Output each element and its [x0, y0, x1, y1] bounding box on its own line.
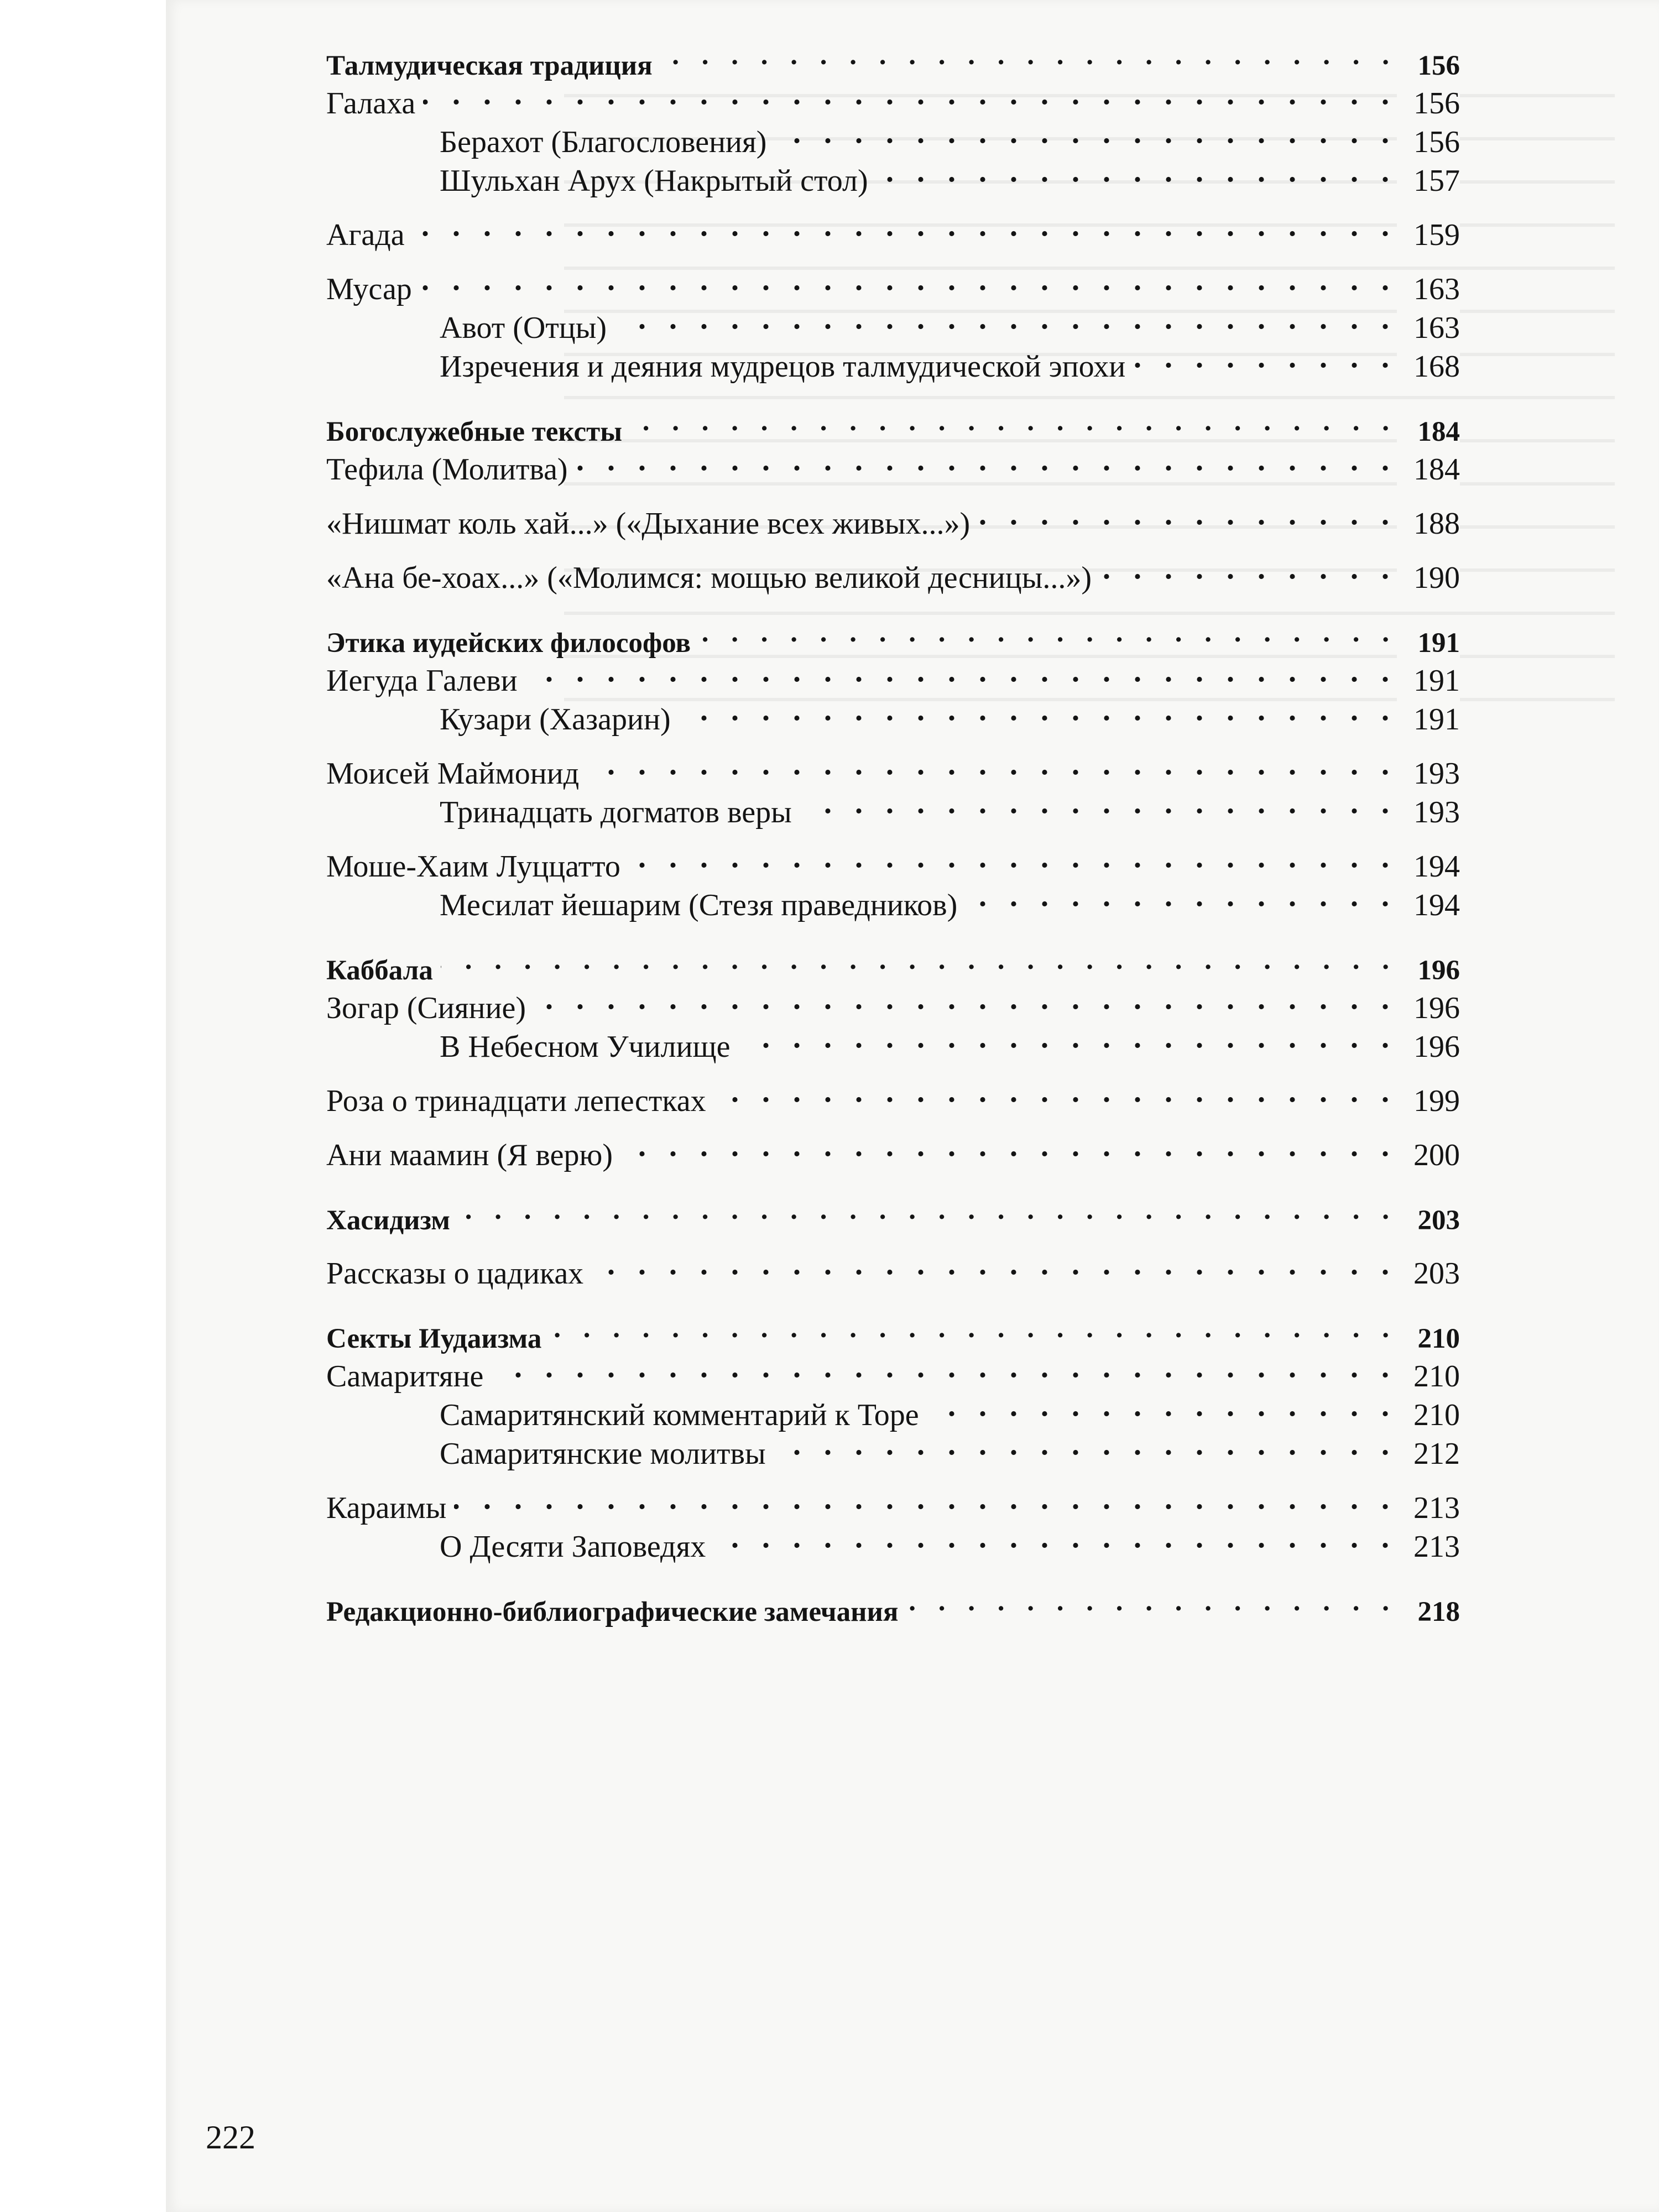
- dot-leader: [679, 691, 1397, 729]
- toc-entry-title: Изречения и деяния мудрецов талмудической эпохи: [440, 349, 1126, 384]
- toc-entry: [326, 1245, 1460, 1291]
- toc-entry: [326, 299, 1460, 345]
- toc-entry-title: Каббала: [326, 955, 433, 986]
- dot-leader: [454, 1479, 1397, 1518]
- toc-entry-page-number: 191: [1397, 624, 1460, 662]
- toc-section-entry: [326, 402, 1460, 447]
- toc-entry-page-number: 168: [1397, 347, 1460, 386]
- toc-entry-title: Моисей Маймонид: [326, 757, 580, 791]
- toc-entry: [326, 784, 1460, 830]
- toc-section-entry: [326, 1309, 1460, 1354]
- dot-leader: [628, 838, 1397, 877]
- toc-entry-title: Зогар (Сияние): [326, 991, 526, 1025]
- toc-entry-page-number: 191: [1397, 700, 1460, 739]
- toc-entry-title: Рассказы о цадиках: [326, 1256, 584, 1291]
- toc-entry-page-number: 203: [1397, 1201, 1460, 1240]
- toc-entry-page-number: 196: [1397, 989, 1460, 1027]
- toc-entry-title: Авот (Отцы): [440, 311, 607, 345]
- toc-entry-title: Редакционно-библиографические замечания: [326, 1597, 899, 1627]
- toc-entry-page-number: 188: [1397, 504, 1460, 543]
- toc-entry-page-number: 159: [1397, 216, 1460, 254]
- dot-leader: [1133, 338, 1397, 377]
- toc-entry-page-number: 184: [1397, 450, 1460, 489]
- toc-entry: [326, 152, 1460, 198]
- dot-leader: [441, 941, 1397, 979]
- toc-entry: [326, 549, 1460, 595]
- toc-entry: [326, 1479, 1460, 1525]
- toc-entry: [326, 441, 1460, 487]
- toc-section-entry: [326, 1191, 1460, 1236]
- dot-leader: [420, 260, 1397, 299]
- toc-entry-page-number: 193: [1397, 754, 1460, 793]
- toc-entry-title: Секты Иудаизма: [326, 1323, 542, 1354]
- toc-entry: [326, 745, 1460, 791]
- toc-section-entry: [326, 1582, 1460, 1627]
- toc-entry-title: Этика иудейских философов: [326, 628, 691, 659]
- toc-entry-title: Шульхан Арух (Накрытый стол): [440, 164, 868, 198]
- dot-leader: [714, 1072, 1397, 1111]
- toc-entry-title: «Ана бе-хоах...» («Молимся: мощью великой десницы...»): [326, 561, 1092, 595]
- dot-leader: [906, 1582, 1397, 1621]
- page-number: 222: [206, 2119, 255, 2156]
- dot-leader: [1099, 549, 1397, 588]
- dot-leader: [587, 745, 1397, 784]
- toc-entry-page-number: 213: [1397, 1489, 1460, 1527]
- toc-entry: [326, 260, 1460, 306]
- toc-entry-title: Богослужебные тексты: [326, 416, 623, 447]
- toc-entry-title: Моше-Хаим Луццатто: [326, 849, 620, 884]
- dot-leader: [630, 402, 1397, 441]
- toc-entry-page-number: 218: [1397, 1593, 1460, 1631]
- toc-entry: [326, 206, 1460, 252]
- dot-leader: [591, 1245, 1397, 1284]
- toc-entry-title: Галаха: [326, 86, 416, 121]
- toc-entry: [326, 1018, 1460, 1064]
- toc-entry: [326, 113, 1460, 159]
- dot-leader: [458, 1191, 1397, 1229]
- toc-section-entry: [326, 941, 1460, 986]
- toc-entry-page-number: 193: [1397, 793, 1460, 832]
- toc-entry-title: Хасидизм: [326, 1205, 451, 1236]
- toc-entry: [326, 495, 1460, 541]
- toc-entry-title: Ани маамин (Я верю): [326, 1138, 613, 1172]
- dot-leader: [774, 113, 1397, 152]
- toc-entry: [326, 1072, 1460, 1118]
- toc-entry-page-number: 203: [1397, 1254, 1460, 1293]
- toc-entry-title: В Небесном Училище: [440, 1030, 731, 1064]
- toc-entry-page-number: 157: [1397, 161, 1460, 200]
- toc-entry-page-number: 156: [1397, 46, 1460, 85]
- toc-entry: [326, 1126, 1460, 1172]
- toc-entry-page-number: 199: [1397, 1082, 1460, 1120]
- dot-leader: [876, 152, 1397, 191]
- toc-entry-title: Роза о тринадцати лепестках: [326, 1084, 706, 1118]
- toc-entry-title: Кузари (Хазарин): [440, 702, 671, 737]
- toc-entry-page-number: 210: [1397, 1357, 1460, 1396]
- toc-entry-page-number: 156: [1397, 84, 1460, 123]
- toc-entry-page-number: 191: [1397, 661, 1460, 700]
- toc-entry-title: Самаритянский комментарий к Торе: [440, 1398, 919, 1432]
- dot-leader: [800, 784, 1397, 822]
- toc-entry-page-number: 194: [1397, 847, 1460, 886]
- toc-entry-page-number: 200: [1397, 1136, 1460, 1175]
- dot-leader: [549, 1309, 1397, 1348]
- toc-entry: [326, 338, 1460, 384]
- toc-entry: [326, 838, 1460, 884]
- dot-leader: [534, 979, 1397, 1018]
- toc-entry-title: Агада: [326, 218, 405, 252]
- toc-entry-page-number: 213: [1397, 1527, 1460, 1566]
- toc-entry-title: Талмудическая традиция: [326, 50, 653, 81]
- toc-entry: [326, 652, 1460, 698]
- dot-leader: [525, 652, 1397, 691]
- toc-entry: [326, 1386, 1460, 1432]
- dot-leader: [978, 495, 1397, 534]
- toc-entry: [326, 979, 1460, 1025]
- toc-section-entry: [326, 613, 1460, 659]
- toc-entry-title: Караимы: [326, 1491, 447, 1525]
- toc-entry: [326, 1425, 1460, 1471]
- toc-entry: [326, 1518, 1460, 1564]
- toc-entry-title: Тринадцать догматов веры: [440, 795, 792, 830]
- dot-leader: [423, 75, 1397, 113]
- toc-entry-page-number: 210: [1397, 1396, 1460, 1434]
- toc-entry-title: «Нишмат коль хай...» («Дыхание всех живых...»): [326, 507, 971, 541]
- toc-entry-title: Самаритяне: [326, 1359, 484, 1394]
- dot-leader: [491, 1348, 1397, 1386]
- dot-leader: [713, 1518, 1397, 1557]
- dot-leader: [660, 36, 1397, 75]
- toc-entry-page-number: 163: [1397, 270, 1460, 309]
- toc-entry-title: Месилат йешарим (Стезя праведников): [440, 888, 958, 922]
- toc-entry-title: Самаритянские молитвы: [440, 1437, 766, 1471]
- toc-entry-title: О Десяти Заповедях: [440, 1530, 706, 1564]
- toc-entry-page-number: 194: [1397, 886, 1460, 925]
- dot-leader: [614, 299, 1397, 338]
- toc-entry-title: Берахот (Благословения): [440, 125, 767, 159]
- toc-entry-title: Тефила (Молитва): [326, 452, 568, 487]
- toc-entry-page-number: 196: [1397, 1027, 1460, 1066]
- toc-entry: [326, 877, 1460, 922]
- dot-leader: [774, 1425, 1397, 1464]
- dot-leader: [620, 1126, 1397, 1165]
- table-of-contents: [326, 36, 1460, 1627]
- toc-entry-title: Мусар: [326, 272, 412, 306]
- dot-leader: [738, 1018, 1397, 1057]
- toc-entry: [326, 1348, 1460, 1394]
- toc-entry-page-number: 196: [1397, 951, 1460, 990]
- dot-leader: [576, 441, 1397, 479]
- toc-entry-page-number: 156: [1397, 123, 1460, 161]
- dot-leader: [965, 877, 1397, 915]
- toc-entry: [326, 75, 1460, 121]
- dot-leader: [927, 1386, 1397, 1425]
- dot-leader: [698, 613, 1397, 652]
- toc-entry-title: Иегуда Галеви: [326, 664, 518, 698]
- toc-entry-page-number: 190: [1397, 559, 1460, 597]
- toc-entry-page-number: 210: [1397, 1319, 1460, 1358]
- dot-leader: [413, 206, 1397, 245]
- toc-entry-page-number: 184: [1397, 413, 1460, 451]
- toc-entry-page-number: 212: [1397, 1434, 1460, 1473]
- toc-entry-page-number: 163: [1397, 309, 1460, 347]
- toc-entry: [326, 691, 1460, 737]
- toc-section-entry: [326, 36, 1460, 81]
